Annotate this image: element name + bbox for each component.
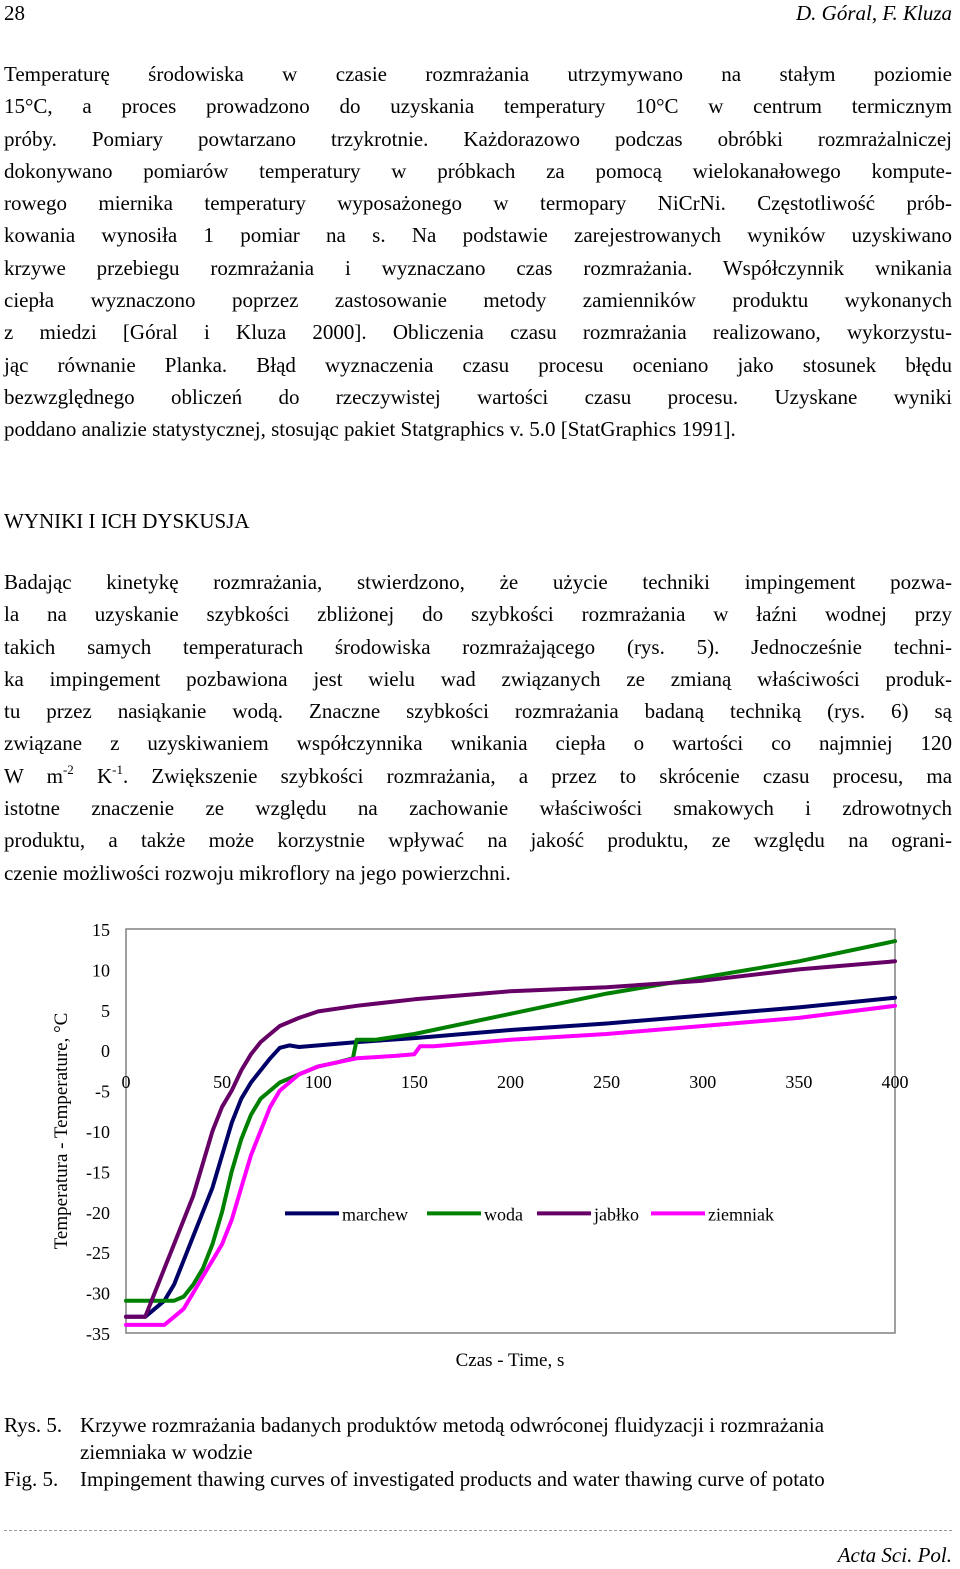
caption-text: Impingement thawing curves of investigated products and water thawing curve of potato [80, 1467, 825, 1491]
text-line: 15°C, a proces prowadzono do uzyskania temperatury 10°C w centrum termicznym [4, 94, 952, 119]
y-tick-label: -25 [86, 1243, 110, 1264]
legend-label: woda [484, 1204, 523, 1225]
unit-line-rest: . Zwiększenie szybkości rozmrażania, a przez to skrócenie czasu procesu, ma [122, 763, 953, 788]
x-tick-label: 300 [689, 1071, 717, 1092]
text-line: istotne znaczenie ze względu na zachowanie właściwości smakowych i zdrowotnych [4, 796, 952, 821]
text-line: z miedzi [Góral i Kluza 2000]. Obliczenia czasu rozmrażania realizowano, wykorzystu- [4, 320, 952, 345]
y-tick-label: 10 [92, 960, 110, 981]
unit-m: m [46, 763, 63, 788]
y-tick-labels [86, 920, 110, 1344]
section-heading: WYNIKI I ICH DYSKUSJA [4, 509, 250, 533]
y-axis-label: Temperatura - Temperature, °C [51, 1012, 72, 1250]
caption-text: ziemniaka w wodzie [80, 1440, 253, 1464]
text-line: jąc równanie Planka. Błąd wyznaczenia czasu procesu oceniano jako stosunek błędu [4, 352, 952, 377]
paragraph-methods [4, 58, 952, 446]
caption-text: Krzywe rozmrażania badanych produktów metodą odwróconej fluidyzacji i rozmrażania [80, 1413, 825, 1437]
y-tick-label: 15 [92, 920, 110, 940]
text-line: Temperaturę środowiska w czasie rozmrażania utrzymywano na stałym poziomie [4, 62, 952, 86]
text-line-units [4, 760, 952, 792]
text-line: czenie możliwości rozwoju mikroflory na jego powierzchni. [4, 860, 511, 885]
text-line: produktu, a także może korzystnie wpływać na jakość produktu, ze względu na ograni- [4, 828, 952, 853]
x-tick-label: 50 [213, 1071, 232, 1092]
x-tick-label: 200 [497, 1071, 524, 1092]
unit-w: W [4, 763, 24, 788]
x-tick-label: 0 [121, 1071, 131, 1092]
footer-rule [4, 1530, 952, 1531]
text-line: Badając kinetykę rozmrażania, stwierdzono, że użycie techniki impingement pozwa- [4, 570, 952, 594]
caption-label: Rys. 5. [4, 1413, 63, 1437]
x-tick-label: 350 [785, 1071, 813, 1092]
x-axis-label: Czas - Time, s [455, 1350, 565, 1371]
text-line: dokonywano pomiarów temperatury w próbkach za pomocą wielokanałowego kompute- [4, 158, 952, 183]
text-line: związane z uzyskiwaniem współczynnika wnikania ciepła o wartości co najmniej 120 [4, 731, 952, 756]
text-line: kowania wynosiła 1 pomiar na s. Na podstawie zarejestrowanych wyników uzyskiwano [4, 223, 952, 248]
unit-k-exponent: -1 [112, 761, 123, 777]
text-line: ciepła wyznaczono poprzez zastosowanie metody zamienników produktu wykonanych [4, 288, 952, 313]
text-line: bezwzględnego obliczeń do rzeczywistej wartości czasu procesu. Uzyskane wyniki [4, 384, 952, 409]
y-tick-label: -20 [86, 1202, 110, 1223]
x-tick-label: 150 [400, 1071, 428, 1092]
text-line: ka impingement pozbawiona jest wielu wad związanych ze zmianą właściwości produk- [4, 666, 952, 691]
text-line: la na uzyskanie szybkości zbliżonej do szybkości rozmrażania w łaźni wodnej przy [4, 602, 952, 627]
caption-label: Fig. 5. [4, 1467, 59, 1491]
footer-journal: Acta Sci. Pol. [837, 1543, 952, 1567]
y-tick-label: -10 [86, 1122, 110, 1142]
y-tick-label: -30 [86, 1283, 110, 1304]
y-tick-label: 0 [101, 1041, 110, 1062]
thawing-curves-chart [0, 905, 960, 1385]
page-number: 28 [4, 1, 25, 25]
running-head-authors: D. Góral, F. Kluza [796, 1, 952, 25]
paragraph-results [4, 566, 952, 889]
y-tick-label: -35 [86, 1324, 110, 1344]
x-tick-label: 400 [881, 1071, 909, 1092]
y-tick-label: -5 [95, 1081, 110, 1102]
text-line: takich samych temperaturach środowiska rozmrażającego (rys. 5). Jednocześnie techni- [4, 634, 952, 659]
text-line: próby. Pomiary powtarzano trzykrotnie. Każdorazowo podczas obróbki rozmrażalniczej [4, 126, 952, 151]
unit-k: K [96, 763, 113, 788]
x-tick-label: 250 [593, 1071, 621, 1092]
legend-label: marchew [342, 1204, 408, 1225]
y-tick-label: 5 [101, 1000, 110, 1021]
x-tick-label: 100 [304, 1071, 332, 1092]
legend-label: jabłko [594, 1204, 639, 1225]
text-line: krzywe przebiegu rozmrażania i wyznaczano czas rozmrażania. Współczynnik wnikania [4, 255, 952, 280]
text-line: poddano analizie statystycznej, stosując pakiet Statgraphics v. 5.0 [StatGraphics 1991]. [4, 417, 736, 442]
text-line: rowego miernika temperatury wyposażonego w termopary NiCrNi. Częstotliwość prób- [4, 191, 952, 216]
y-tick-label: -15 [86, 1162, 110, 1183]
legend-label: ziemniak [708, 1204, 774, 1225]
unit-m-exponent: -2 [62, 761, 74, 777]
text-line: tu przez nasiąkanie wodą. Znaczne szybkości rozmrażania badaną techniką (rys. 6) są [4, 699, 952, 724]
